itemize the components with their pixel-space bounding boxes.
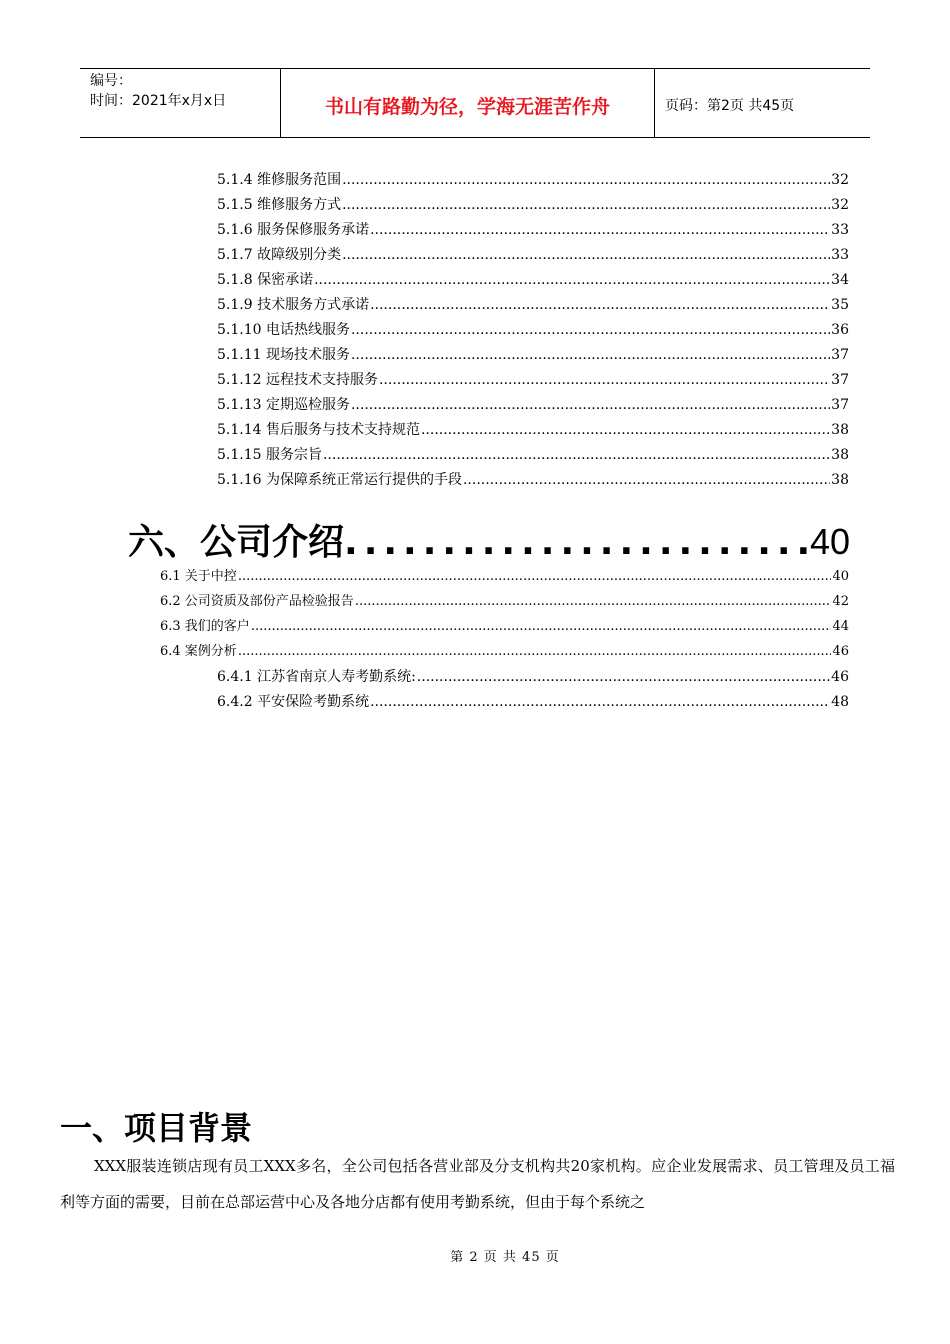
toc-entry-page: 36: [831, 322, 849, 338]
toc-entry[interactable]: [217, 344, 849, 366]
toc-entry-page: 48: [831, 694, 849, 710]
toc-entry-page: 34: [831, 272, 849, 288]
toc-entry[interactable]: [217, 194, 849, 216]
toc-leader-dots: [251, 616, 832, 638]
toc-leader-dots: [370, 691, 830, 713]
toc-entry[interactable]: [217, 294, 849, 316]
header-date: 时间：2021年x月x日: [90, 93, 227, 109]
toc-entry-page: 32: [831, 172, 849, 188]
toc-entry[interactable]: [217, 419, 849, 441]
toc-chapter-page: 40: [809, 521, 850, 562]
toc-entry-page: 33: [831, 247, 849, 263]
toc-entry[interactable]: [160, 566, 849, 588]
toc-leader-dots: [355, 591, 832, 613]
toc-entry-page: 33: [831, 222, 849, 238]
header-meta: [80, 69, 281, 137]
toc-entry[interactable]: [217, 666, 849, 688]
toc-entry-title: 5.1.7 故障级别分类: [217, 247, 342, 263]
header-page-info: 页码：第2页 共45页: [665, 98, 795, 114]
toc-entry[interactable]: [160, 591, 849, 613]
header-number: 编号：: [90, 73, 132, 89]
toc-entry-title: 5.1.4 维修服务范围: [217, 172, 342, 188]
toc-entry[interactable]: [217, 169, 849, 191]
toc-leader-dots: [238, 566, 832, 588]
toc-leader-dots: [351, 319, 830, 341]
page-footer: 第 2 页 共 45 页: [450, 1250, 560, 1265]
toc-leader-dots: [323, 444, 830, 466]
toc-leader-dots: [344, 522, 810, 563]
toc-entry-title: 5.1.5 维修服务方式: [217, 197, 342, 213]
toc-entry-title: 5.1.9 技术服务方式承诺: [217, 297, 370, 313]
toc-entry[interactable]: [217, 691, 849, 713]
toc-entry-title: 5.1.11 现场技术服务: [217, 347, 350, 363]
toc-entry-page: 42: [832, 594, 849, 609]
toc-entry-title: 5.1.8 保密承诺: [217, 272, 314, 288]
toc-entry-title: 5.1.13 定期巡检服务: [217, 397, 350, 413]
toc-entry[interactable]: [160, 641, 849, 663]
toc-chapter-6[interactable]: [128, 514, 850, 568]
toc-entry-title: 5.1.14 售后服务与技术支持规范: [217, 422, 420, 438]
toc-entry-title: 6.3 我们的客户: [160, 619, 250, 634]
toc-leader-dots: [463, 469, 830, 491]
page-header: [80, 68, 870, 138]
toc-entry[interactable]: [217, 444, 849, 466]
toc-chapter-title: 六、公司介绍: [128, 522, 345, 563]
toc-entry-page: 32: [831, 197, 849, 213]
toc-leader-dots: [370, 219, 830, 241]
toc-entry[interactable]: [217, 244, 849, 266]
toc-leader-dots: [421, 419, 830, 441]
toc-leader-dots: [314, 269, 830, 291]
toc-leader-dots: [342, 169, 830, 191]
section-heading: 一、项目背景: [60, 1109, 253, 1147]
toc-entry-page: 46: [831, 669, 849, 685]
toc-entry-page: 38: [831, 472, 849, 488]
toc-entry-page: 37: [831, 372, 849, 388]
toc-entry-title: 6.4 案例分析: [160, 644, 237, 659]
toc-leader-dots: [351, 394, 830, 416]
toc-entry-title: 6.2 公司资质及部份产品检验报告: [160, 594, 354, 609]
toc-entry[interactable]: [217, 369, 849, 391]
toc-entry-title: 5.1.10 电话热线服务: [217, 322, 350, 338]
toc-entry[interactable]: [217, 219, 849, 241]
toc-leader-dots: [417, 666, 830, 688]
toc-leader-dots: [379, 369, 830, 391]
toc-leader-dots: [370, 294, 830, 316]
toc-entry-page: 35: [831, 297, 849, 313]
toc-entry-title: 6.1 关于中控: [160, 569, 237, 584]
toc-entry-page: 38: [831, 447, 849, 463]
toc-entry-page: 38: [831, 422, 849, 438]
toc-entry[interactable]: [217, 319, 849, 341]
toc-entry[interactable]: [217, 469, 849, 491]
toc-entry-title: 6.4.1 江苏省南京人寿考勤系统:: [217, 669, 416, 685]
toc-entry[interactable]: [217, 269, 849, 291]
toc-entry[interactable]: [217, 394, 849, 416]
toc-entry-page: 44: [832, 619, 849, 634]
toc-leader-dots: [342, 194, 830, 216]
toc-entry-title: 5.1.16 为保障系统正常运行提供的手段: [217, 472, 462, 488]
toc-entry-page: 37: [831, 347, 849, 363]
header-motto: 书山有路勤为径，学海无涯苦作舟: [281, 69, 655, 137]
toc-leader-dots: [351, 344, 830, 366]
toc-entry-page: 40: [832, 569, 849, 584]
toc-entry-page: 46: [832, 644, 849, 659]
toc-leader-dots: [342, 244, 830, 266]
toc-entry[interactable]: [160, 616, 849, 638]
toc-entry-title: 5.1.15 服务宗旨: [217, 447, 322, 463]
section-paragraph: XXX服装连锁店现有员工XXX多名，全公司包括各营业部及分支机构共20家机构。应企业发展需求、员工管理及员工福利等方面的需要，目前在总部运营中心及各地分店都有使用考勤系统，但由于每个系统之: [60, 1157, 895, 1211]
toc-entry-title: 5.1.12 远程技术支持服务: [217, 372, 378, 388]
toc-entry-title: 5.1.6 服务保修服务承诺: [217, 222, 370, 238]
toc-entry-title: 6.4.2 平安保险考勤系统: [217, 694, 370, 710]
toc-entry-page: 37: [831, 397, 849, 413]
toc-leader-dots: [238, 641, 832, 663]
